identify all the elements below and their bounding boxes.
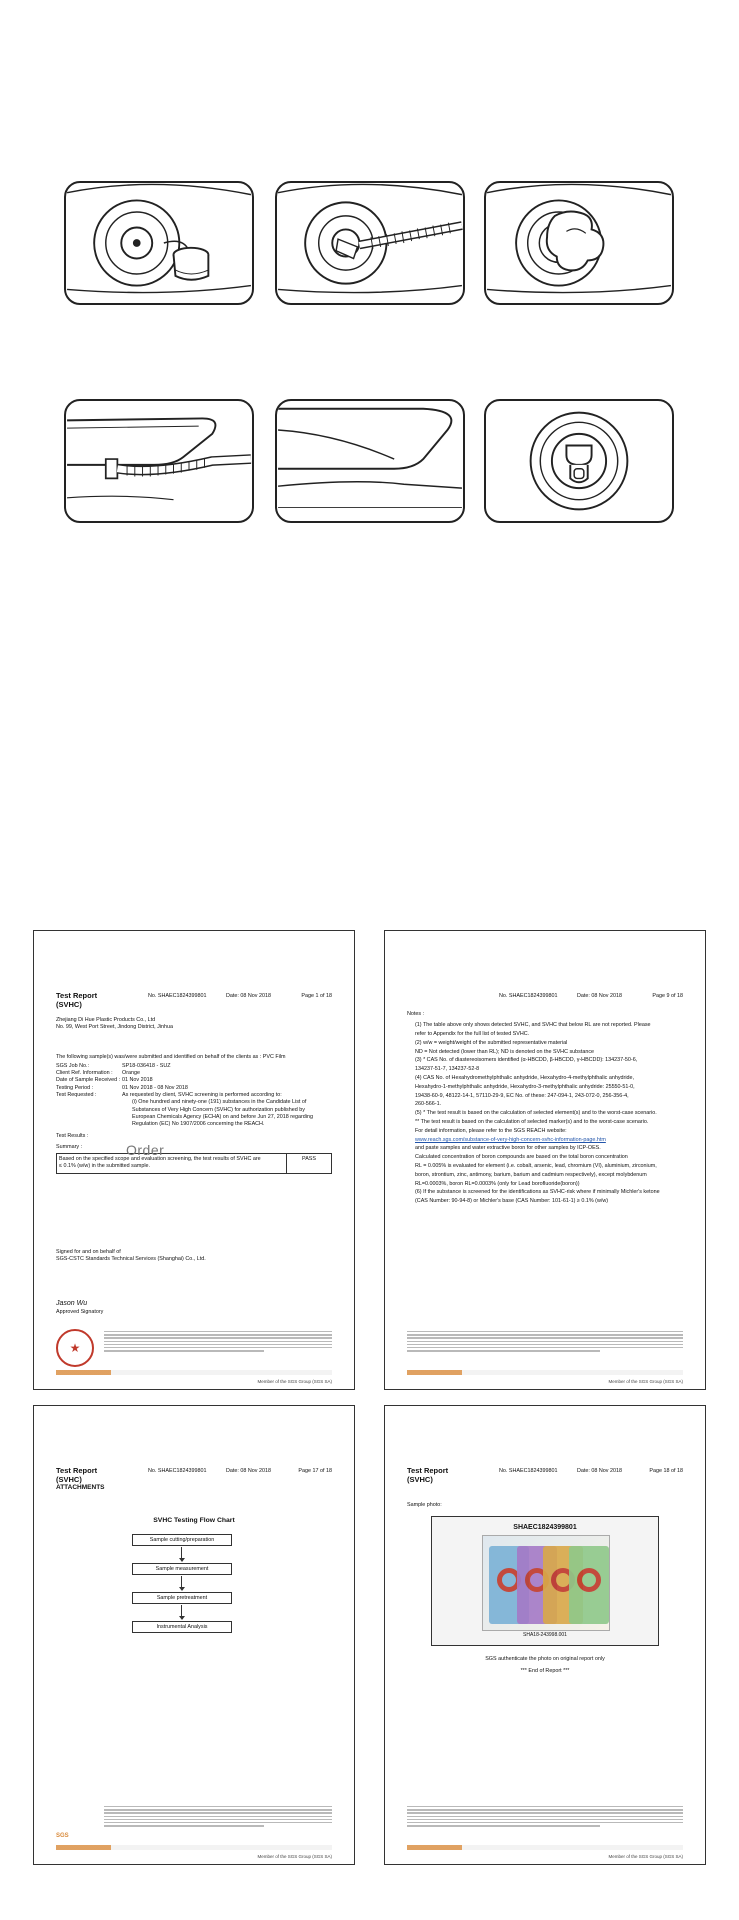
flow-chart-title: SVHC Testing Flow Chart — [153, 1517, 235, 1524]
request-line: European Chemicals Agency (ECHA) on and before Jun 27, 2018 regarding — [132, 1113, 313, 1120]
page-number: Page 18 of 18 — [649, 1468, 683, 1474]
page-number: Page 9 of 18 — [652, 993, 683, 999]
flow-arrow — [181, 1576, 182, 1588]
flow-step: Sample pretreatment — [132, 1592, 232, 1604]
sgs-logo: SGS — [56, 1832, 69, 1839]
tub-edge-drawing — [277, 401, 463, 521]
tub-hose-drawing — [66, 401, 252, 521]
illustration-panel-4 — [64, 399, 254, 523]
request-line: Regulation (EC) No 1907/2006 concerning the REACH. — [132, 1121, 265, 1128]
company-address: No. 99, West Port Street, Jindong District, Jinhua — [56, 1024, 174, 1031]
illustration-panel-5 — [275, 399, 465, 523]
illustration-panel-2 — [275, 181, 465, 305]
flow-step: Instrumental Analysis — [132, 1621, 232, 1633]
intro-text: The following sample(s) was/were submitted and identified on behalf of the clients as : PVC Film — [56, 1053, 286, 1060]
report-subtitle: (SVHC) — [407, 1475, 433, 1484]
hose-attach-drawing — [277, 183, 463, 303]
valve-lock-drawing — [486, 183, 672, 303]
signed-block: Signed for and on behalf of SGS-CSTC Standards Technical Services (Shanghai) Co., Ltd. — [56, 1249, 206, 1263]
drain-cap-drawing — [66, 183, 252, 303]
footer-text: Member of the SGS Group (SGS SA) — [257, 1853, 332, 1859]
report-header — [56, 1466, 332, 1492]
report-header — [56, 991, 332, 1017]
report-number: No. SHAEC1824399801 — [148, 1468, 207, 1474]
report-date: Date: 08 Nov 2018 — [226, 993, 271, 999]
sample-photo-label: Sample photo: — [407, 1502, 442, 1508]
page-number: Page 17 of 18 — [298, 1468, 332, 1474]
footer-text: Member of the SGS Group (SGS SA) — [608, 1853, 683, 1859]
fine-print — [104, 1806, 332, 1836]
footer-text: Member of the SGS Group (SGS SA) — [608, 1378, 683, 1384]
report-title: Test Report — [56, 1466, 98, 1475]
summary-table — [56, 1153, 332, 1174]
footer-bar — [56, 1845, 332, 1850]
attachments-label: ATTACHMENTS — [56, 1484, 105, 1491]
fine-print — [407, 1331, 683, 1361]
report-subtitle: (SVHC) — [56, 1000, 82, 1009]
illustration-panel-6 — [484, 399, 674, 523]
field-row: SGS Job No.: SP18-036418 - SUZ — [56, 1062, 171, 1069]
request-line: (i) One hundred and ninety-one (191) substances in the Candidate List of — [132, 1099, 307, 1106]
sample-photo-frame — [431, 1516, 659, 1646]
page-number: Page 1 of 18 — [301, 993, 332, 999]
report-number: No. SHAEC1824399801 — [499, 993, 558, 999]
field-row: Client Ref. Information : Orange — [56, 1070, 140, 1077]
photo-caption-top: SHAEC1824399801 — [513, 1524, 577, 1531]
illustration-panel-3 — [484, 181, 674, 305]
product-bag-image — [569, 1546, 609, 1624]
footer-bar — [407, 1845, 683, 1850]
sample-photo — [482, 1535, 610, 1631]
flow-arrow — [181, 1605, 182, 1617]
notes-body — [407, 1011, 683, 1207]
field-row: Testing Period : 01 Nov 2018 - 08 Nov 2018 — [56, 1084, 188, 1091]
red-seal-icon: ★ — [56, 1329, 94, 1367]
report-date: Date: 08 Nov 2018 — [226, 1468, 271, 1474]
photo-caption-bottom: SHA18-243998.001 — [523, 1632, 567, 1639]
summary-result: PASS — [302, 1156, 316, 1163]
flow-arrow — [181, 1547, 182, 1559]
end-of-report: *** End of Report *** — [520, 1668, 570, 1674]
signature: Jason Wu — [56, 1300, 88, 1307]
report-title: Test Report — [407, 1466, 449, 1475]
test-report-page-18 — [384, 1405, 706, 1865]
photo-auth-note: SGS authenticate the photo on original report only — [485, 1656, 605, 1662]
footer-bar — [56, 1370, 332, 1375]
flow-step: Sample cutting/preparation — [132, 1534, 232, 1546]
fine-print — [104, 1331, 332, 1361]
reach-link[interactable]: www.reach.sgs.com/substance-of-very-high-concern-svhc-information-page.htm — [415, 1136, 606, 1143]
test-report-page-1 — [33, 930, 355, 1390]
report-body — [56, 1017, 332, 1174]
report-header — [407, 1466, 683, 1492]
test-report-page-9 — [384, 930, 706, 1390]
illustration-panel-1 — [64, 181, 254, 305]
report-date: Date: 08 Nov 2018 — [577, 1468, 622, 1474]
report-number: No. SHAEC1824399801 — [499, 1468, 558, 1474]
valve-closeup-drawing — [486, 401, 672, 521]
notes-list: (1) The table above only shows detected SVHC, and SVHC that below RL are not reported. Please refer to Appendix for the full list of tested SVHC. (2) w/w = weight/weight of the submitted representative material ND = Not detected (lower than RL); ND is denoted on the SVHC substance (3) * CAS No. of diastereoisomers identified (α-HBCDD, β-HBCDD, γ-HBCDD): 134237-50-6, 134237-51-7, 134237-52-8 (4) CAS No. of Hexahydromethylphthalic anhydride, Hexahydro-4-methylphthalic anhydride, Hexahydro-1-methylphthalic anhydride, Hexahydro-3-methylphthalic anhydride: 25550-51-0, 19438-60-9, 48122-14-1, 57110-29-9, EC No. of these: 247-094-1, 243-072-0, 256-356-4, 260-566-1. (5) * The test result is based on the calculation of selected element(s) and to the worst-case scenario. ** The test result is based on the calculation of selected marker(s) and to the worst-case scenario. For detail information, please refer to the SGS REACH website: www.reach.sgs.com/substance-of-very-high-concern-svhc-information-page.htm and paste samples and water extractive boron for other samples by ICP-OES. Calculated concentration of boron compounds are based on the total boron concentration RL = 0.005% is evaluated for element (i.e. cobalt, arsenic, lead, chromium (VI), aluminium, zirconium, boron, strontium, zinc, antimony, barium, barium and cadmium respectively), except molybdenum RL=0.0003%, boron RL=0.0003% (only for Lead borofluoride(boron)) (6) If the substance is screened for the identifications as SVHC-risk where if minimally Michler's ketone (CAS Number: 90-94-8) or Michler's base (CAS Number: 101-61-1) ≥ 0.1% (w/w) — [407, 1022, 683, 1205]
fine-print — [407, 1806, 683, 1836]
test-results-label: Test Results : — [56, 1132, 89, 1139]
summary-cell: Based on the specified scope and evaluation screening, the test results of SVHC are ≤ 0.1% (w/w) in the submitted sample. — [57, 1154, 287, 1173]
report-number: No. SHAEC1824399801 — [148, 993, 207, 999]
summary-label: Summary : — [56, 1143, 83, 1150]
footer-bar — [407, 1370, 683, 1375]
report-title: Test Report — [56, 991, 98, 1000]
order-watermark: Order — [126, 1142, 165, 1158]
notes-label: Notes : — [407, 1011, 425, 1017]
approved-signatory: Approved Signatory — [56, 1309, 104, 1315]
company-name: Zhejiang Di Hue Plastic Products Co., Ltd — [56, 1017, 156, 1023]
test-report-page-17 — [33, 1405, 355, 1865]
field-row: Test Requested : As requested by client, SVHC screening is performed according to: — [56, 1092, 282, 1099]
request-line: Substances of Very High Concern (SVHC) for authorization published by — [132, 1106, 305, 1113]
footer-text: Member of the SGS Group (SGS SA) — [257, 1378, 332, 1384]
field-row: Date of Sample Received : 01 Nov 2018 — [56, 1077, 153, 1084]
flow-step: Sample measurement — [132, 1563, 232, 1575]
report-subtitle: (SVHC) — [56, 1475, 82, 1484]
report-date: Date: 08 Nov 2018 — [577, 993, 622, 999]
